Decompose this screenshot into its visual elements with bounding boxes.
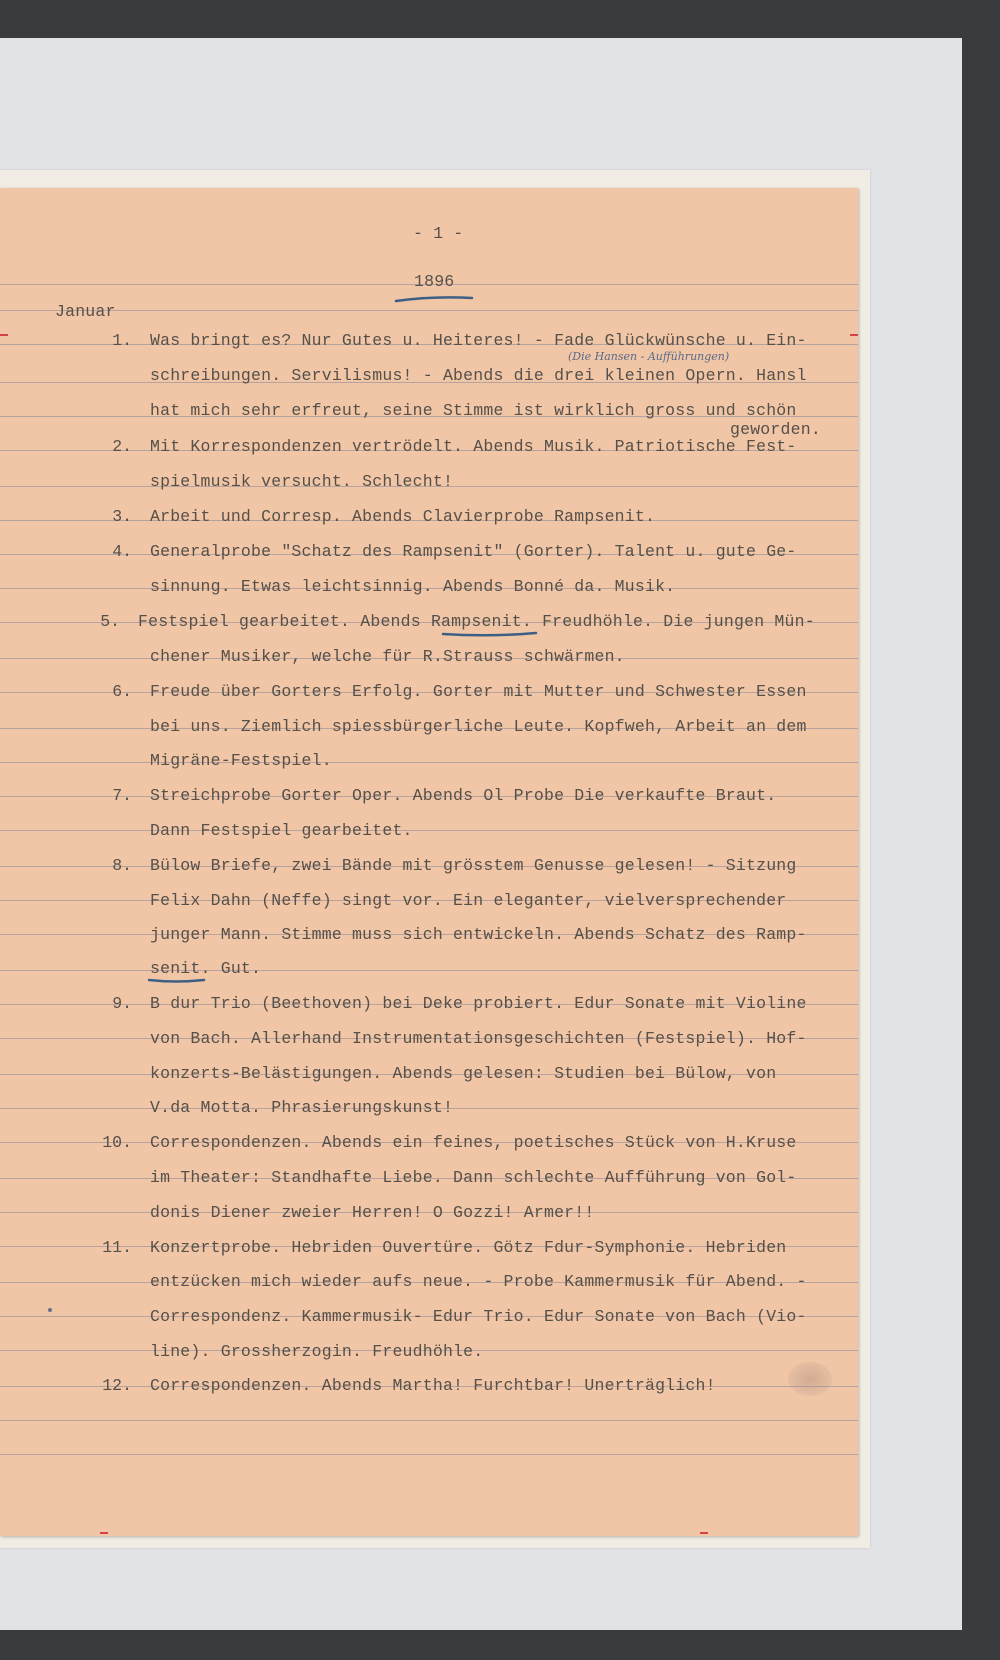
entry-line: Bülow Briefe, zwei Bände mit grösstem Genusse gelesen! - Sitzung xyxy=(150,856,797,875)
entry-line: Correspondenzen. Abends ein feines, poetisches Stück von H.Kruse xyxy=(150,1133,797,1152)
entry-line: hat mich sehr erfreut, seine Stimme ist wirklich gross und schön xyxy=(150,401,797,420)
entry-number: 4. xyxy=(112,542,132,561)
ink-dot xyxy=(48,1308,52,1312)
entry-line: senit. Gut. xyxy=(150,959,262,978)
entry-line: line). Grossherzogin. Freudhöhle. xyxy=(150,1342,484,1361)
senit-underline xyxy=(146,974,208,986)
ruled-line xyxy=(0,970,858,971)
entry-number: 8. xyxy=(112,856,132,875)
entry-number: 6. xyxy=(112,682,132,701)
entry-line: Was bringt es? Nur Gutes u. Heiteres! - Fade Glückwünsche u. Ein- xyxy=(150,331,807,350)
entry-line: im Theater: Standhafte Liebe. Dann schlechte Aufführung von Gol- xyxy=(150,1168,797,1187)
entry-number: 3. xyxy=(112,507,132,526)
red-margin-mark xyxy=(700,1532,708,1534)
entry-line: schreibungen. Servilismus! - Abends die drei kleinen Opern. Hansl xyxy=(150,366,807,385)
entry-line: entzücken mich wieder aufs neue. - Probe Kammermusik für Abend. - xyxy=(150,1272,807,1291)
entry-number: 9. xyxy=(112,994,132,1013)
entry-line: Arbeit und Corresp. Abends Clavierprobe Rampsenit. xyxy=(150,507,656,526)
year-underline xyxy=(392,292,476,306)
page-smudge xyxy=(788,1362,832,1396)
entry-number: 5. xyxy=(100,612,120,631)
entry-line: geworden. xyxy=(730,420,821,439)
entry-line: von Bach. Allerhand Instrumentationsgeschichten (Festspiel). Hof- xyxy=(150,1029,807,1048)
ruled-line xyxy=(0,762,858,763)
entry-line: B dur Trio (Beethoven) bei Deke probiert. Edur Sonate mit Violine xyxy=(150,994,807,1013)
entry-line: spielmusik versucht. Schlecht! xyxy=(150,472,454,491)
entry-number: 2. xyxy=(112,437,132,456)
rampsenit-underline xyxy=(440,628,540,640)
entry-line: Konzertprobe. Hebriden Ouvertüre. Götz Fdur-Symphonie. Hebriden xyxy=(150,1238,787,1257)
entry-line: Generalprobe "Schatz des Rampsenit" (Gorter). Talent u. gute Ge- xyxy=(150,542,797,561)
entry-number: 12. xyxy=(102,1376,132,1395)
handwritten-annotation: (Die Hansen - Aufführungen) xyxy=(568,350,730,363)
entry-line: sinnung. Etwas leichtsinnig. Abends Bonné da. Musik. xyxy=(150,577,676,596)
ruled-line xyxy=(0,310,858,311)
entry-line: Correspondenz. Kammermusik- Edur Trio. Edur Sonate von Bach (Vio- xyxy=(150,1307,807,1326)
entry-line: konzerts-Belästigungen. Abends gelesen: Studien bei Bülow, von xyxy=(150,1064,777,1083)
entry-line: Freude über Gorters Erfolg. Gorter mit Mutter und Schwester Essen xyxy=(150,682,807,701)
entry-line: donis Diener zweier Herren! O Gozzi! Armer!! xyxy=(150,1203,595,1222)
entry-line: V.da Motta. Phrasierungskunst! xyxy=(150,1098,454,1117)
entry-number: 7. xyxy=(112,786,132,805)
ruled-line xyxy=(0,1420,858,1421)
year-heading: 1896 xyxy=(414,272,455,291)
month-label: Januar xyxy=(55,302,116,321)
entry-line: Festspiel gearbeitet. Abends Rampsenit. Freudhöhle. Die jungen Mün- xyxy=(138,612,815,631)
red-margin-mark xyxy=(100,1532,108,1534)
entry-line: Correspondenzen. Abends Martha! Furchtbar! Unerträglich! xyxy=(150,1376,716,1395)
entry-line: Streichprobe Gorter Oper. Abends Ol Probe Die verkaufte Braut. xyxy=(150,786,777,805)
entry-line: chener Musiker, welche für R.Strauss schwärmen. xyxy=(150,647,625,666)
entry-line: junger Mann. Stimme muss sich entwickeln. Abends Schatz des Ramp- xyxy=(150,925,807,944)
ruled-line xyxy=(0,1454,858,1455)
diary-page xyxy=(0,188,858,1536)
red-margin-mark xyxy=(850,334,858,336)
entry-number: 10. xyxy=(102,1133,132,1152)
red-margin-mark xyxy=(0,334,8,336)
ruled-line xyxy=(0,830,858,831)
entry-line: Dann Festspiel gearbeitet. xyxy=(150,821,413,840)
entry-number: 1. xyxy=(112,331,132,350)
entry-number: 11. xyxy=(102,1238,132,1257)
entry-line: bei uns. Ziemlich spiessbürgerliche Leute. Kopfweh, Arbeit an dem xyxy=(150,717,807,736)
page-number: - 1 - xyxy=(413,224,464,243)
entry-line: Felix Dahn (Neffe) singt vor. Ein eleganter, vielversprechender xyxy=(150,891,787,910)
entry-line: Migräne-Festspiel. xyxy=(150,751,332,770)
entry-line: Mit Korrespondenzen vertrödelt. Abends Musik. Patriotische Fest- xyxy=(150,437,797,456)
